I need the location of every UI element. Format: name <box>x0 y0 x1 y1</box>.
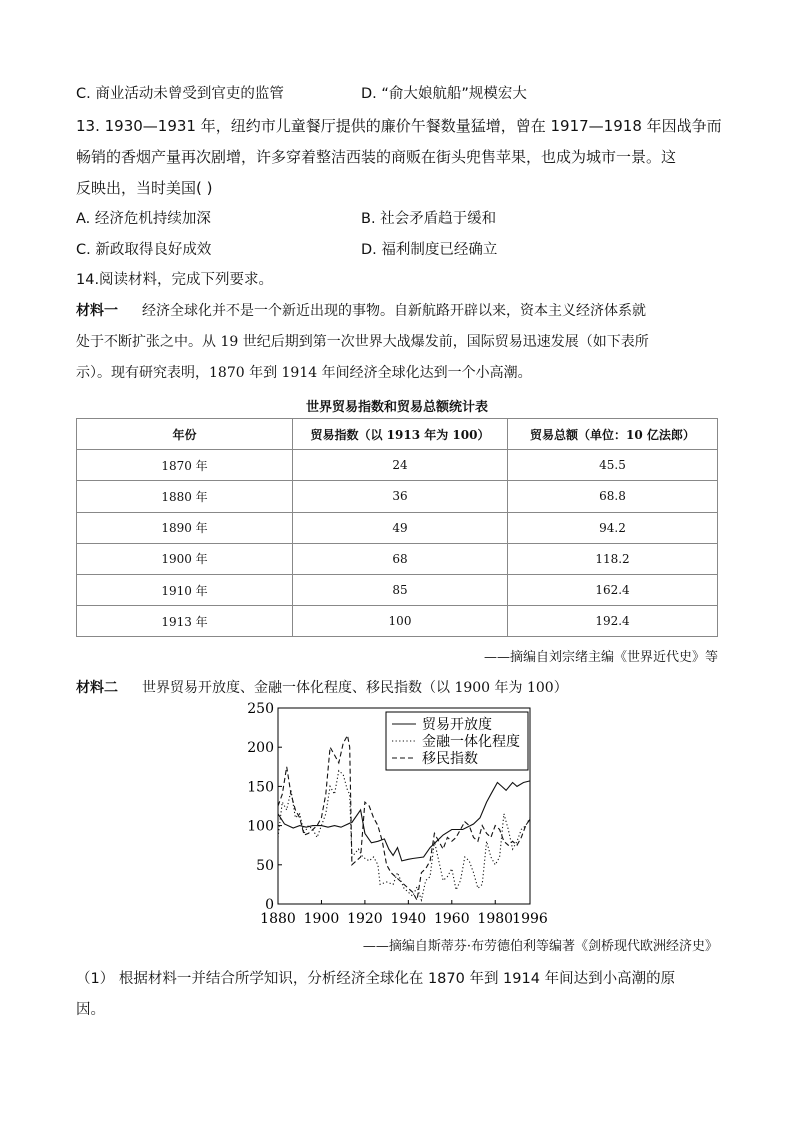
material2-line <box>76 677 568 697</box>
table-row <box>77 512 718 543</box>
y-tick-label: 150 <box>247 779 274 796</box>
q13-stem-line1: 13. 1930—1931 年，纽约市儿童餐厅提供的廉价午餐数量猛增，曾在 1917—1918 年因战争而 <box>76 117 722 135</box>
x-tick-label: 1960 <box>433 911 470 927</box>
q14-sub1-line1: （1） 根据材料一并结合所学知识，分析经济全球化在 1870 年到 1914 年间达到小高潮的原 <box>76 971 676 987</box>
table-title: 世界贸易指数和贸易总额统计表 <box>305 400 488 415</box>
table-cell-index: 85 <box>293 574 508 605</box>
q14-stem: 14.阅读材料，完成下列要求。 <box>76 272 274 288</box>
table-cell-index: 49 <box>293 512 508 543</box>
material2-caption: 世界贸易开放度、金融一体化程度、移民指数（以 1900 年为 100） <box>142 680 568 696</box>
table-row <box>77 450 718 481</box>
table-cell-total: 162.4 <box>508 574 718 605</box>
table-header-index: 贸易指数（以 1913 年为 100） <box>293 419 508 450</box>
x-tick-label: 1940 <box>390 911 427 927</box>
x-tick-label: 1996 <box>512 911 548 927</box>
y-tick-label: 0 <box>265 897 274 913</box>
legend-label: 移民指数 <box>422 751 478 767</box>
legend-label: 贸易开放度 <box>422 717 492 733</box>
table-cell-year: 1913 年 <box>77 606 293 637</box>
table-header-row <box>77 419 718 450</box>
series-line-1 <box>278 781 530 861</box>
table-header-year: 年份 <box>77 419 293 450</box>
q13-option-b: B. 社会矛盾趋于缓和 <box>361 211 497 227</box>
table-cell-total: 94.2 <box>508 512 718 543</box>
legend-label: 金融一体化程度 <box>422 734 520 750</box>
table-cell-total: 192.4 <box>508 606 718 637</box>
table-row <box>77 606 718 637</box>
y-tick-label: 100 <box>247 818 274 835</box>
material1-source: ——摘编自刘宗绪主编《世界近代史》等 <box>483 650 718 665</box>
q13-stem-line2: 畅销的香烟产量再次剧增，许多穿着整洁西装的商贩在街头兜售苹果，也成为城市一景。这 <box>76 148 677 166</box>
y-tick-label: 50 <box>256 857 274 874</box>
table-cell-index: 100 <box>293 606 508 637</box>
chart-legend <box>386 712 528 770</box>
table-header-total: 贸易总额（单位：10 亿法郎） <box>508 419 718 450</box>
material2-label: 材料二 <box>76 680 118 696</box>
table-cell-index: 36 <box>293 481 508 512</box>
table-cell-year: 1880 年 <box>77 481 293 512</box>
table-cell-total: 68.8 <box>508 481 718 512</box>
material1-line2: 处于不断扩张之中。从 19 世纪后期到第一次世界大战爆发前，国际贸易迅速发展（如下表所 <box>76 334 649 350</box>
table-row <box>77 574 718 605</box>
x-tick-label: 1880 <box>260 911 296 927</box>
x-tick-label: 1920 <box>347 911 383 927</box>
table-cell-index: 68 <box>293 543 508 574</box>
y-tick-label: 250 <box>247 701 274 717</box>
table-row <box>77 481 718 512</box>
table-cell-total: 45.5 <box>508 450 718 481</box>
table-cell-year: 1870 年 <box>77 450 293 481</box>
q12-option-d: D. “俞大娘航船”规模宏大 <box>361 86 527 102</box>
material1-line3: 示）。现有研究表明，1870 年到 1914 年间经济全球化达到一个小高潮。 <box>76 365 532 381</box>
q13-option-d: D. 福利制度已经确立 <box>361 242 498 258</box>
table-cell-year: 1890 年 <box>77 512 293 543</box>
q13-stem-line3: 反映出，当时美国( ) <box>76 179 213 197</box>
material1-text1: 经济全球化并不是一个新近出现的事物。自新航路开辟以来，资本主义经济体系就 <box>142 303 646 319</box>
globalization-line-chart <box>240 698 550 930</box>
x-tick-label: 1900 <box>303 911 340 927</box>
q12-option-c: C. 商业活动未曾受到官吏的监管 <box>76 86 284 102</box>
x-tick-label: 1980 <box>477 911 514 927</box>
table-cell-year: 1910 年 <box>77 574 293 605</box>
table-cell-index: 24 <box>293 450 508 481</box>
material2-source: ——摘编自斯蒂芬·布劳德伯利等编著《剑桥现代欧洲经济史》 <box>362 939 718 954</box>
q13-option-a: A. 经济危机持续加深 <box>76 211 211 227</box>
table-cell-total: 118.2 <box>508 543 718 574</box>
material1-line1 <box>76 300 646 320</box>
table-cell-year: 1900 年 <box>77 543 293 574</box>
q14-sub1-line2: 因。 <box>76 1002 105 1018</box>
material1-label: 材料一 <box>76 303 118 319</box>
trade-stats-table <box>76 418 718 637</box>
q13-option-c: C. 新政取得良好成效 <box>76 242 212 258</box>
y-tick-label: 200 <box>247 740 274 757</box>
table-row <box>77 543 718 574</box>
